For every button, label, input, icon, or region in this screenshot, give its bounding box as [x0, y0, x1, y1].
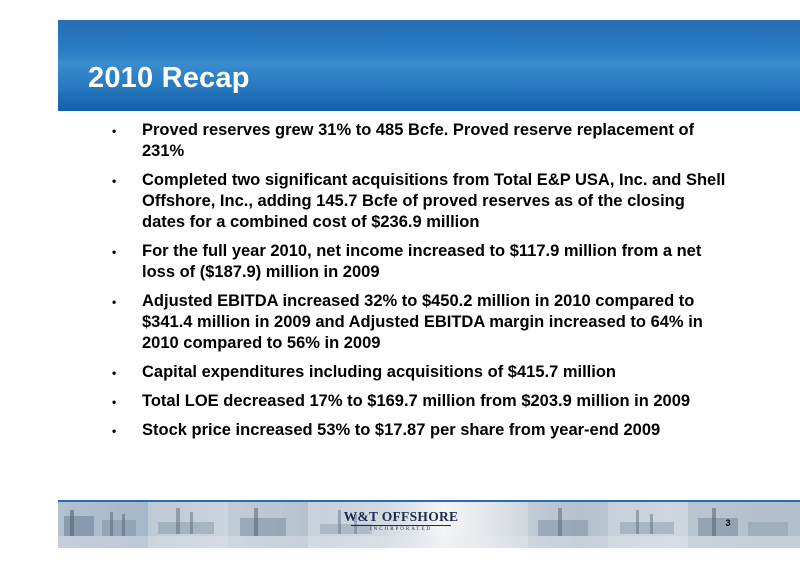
company-logo	[342, 510, 460, 538]
bullet-text: Total LOE decreased 17% to $169.7 million from $203.9 million in 2009	[142, 392, 691, 410]
bullet-icon: •	[112, 245, 117, 259]
bullet-text: For the full year 2010, net income increased to $117.9 million from a net loss of ($187.9) million in 2009	[142, 242, 702, 281]
bullet-text: Capital expenditures including acquisitions of $415.7 million	[142, 363, 617, 381]
bullet-item	[112, 170, 732, 233]
bullet-item	[112, 420, 732, 441]
bullet-text: Completed two significant acquisitions from Total E&P USA, Inc. and Shell Offshore, Inc., adding 145.7 Bcfe of proved reserves as of the closing dates for a combined cost of $236.9 million	[142, 171, 726, 231]
logo-divider	[351, 525, 451, 526]
page-number: 3	[725, 518, 731, 528]
logo-wordmark: W&T OFFSHORE	[343, 509, 459, 524]
bullet-text: Proved reserves grew 31% to 485 Bcfe. Proved reserve replacement of 231%	[142, 121, 695, 160]
bullet-icon: •	[112, 295, 117, 309]
bullet-icon: •	[112, 174, 117, 188]
slide-title: 2010 Recap	[88, 62, 250, 94]
bullet-item	[112, 241, 732, 283]
logo-tagline: INCORPORATED	[369, 527, 433, 532]
bullet-icon: •	[112, 124, 117, 138]
bullet-text: Adjusted EBITDA increased 32% to $450.2 million in 2010 compared to $341.4 million in 2009 and Adjusted EBITDA margin increased to 64% in 2010 compared to 56% in 2009	[142, 292, 703, 352]
bullet-item	[112, 362, 732, 383]
bullet-icon: •	[112, 395, 117, 409]
bullet-list	[112, 120, 732, 449]
bullet-icon: •	[112, 424, 117, 438]
bullet-item	[112, 291, 732, 354]
bullet-text: Stock price increased 53% to $17.87 per share from year-end 2009	[142, 421, 661, 439]
bullet-item	[112, 120, 732, 162]
bullet-icon: •	[112, 366, 117, 380]
bullet-item	[112, 391, 732, 412]
